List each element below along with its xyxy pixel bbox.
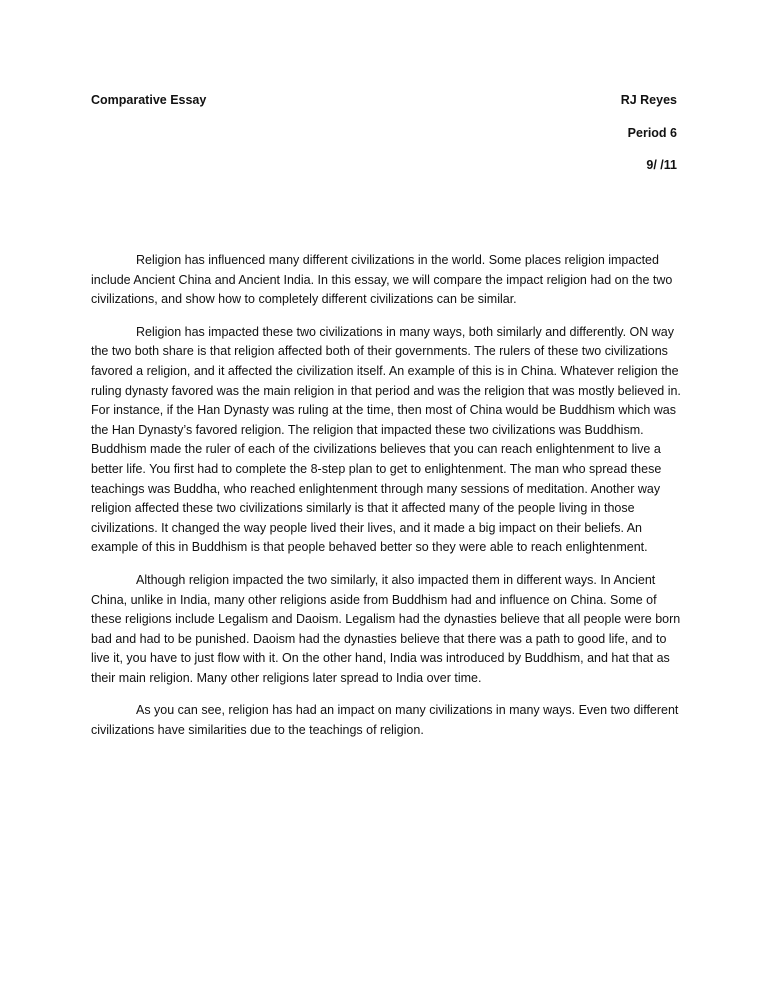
paragraph-conclusion: As you can see, religion has had an impact on many civilizations in many ways. Even two different civilizations have similarities due to the teachings of religion. (91, 703, 679, 738)
essay-title: Comparative Essay (91, 93, 207, 107)
essay-body (91, 251, 681, 754)
class-period: Period 6 (627, 126, 677, 140)
paragraph-introduction: Religion has influenced many different civilizations in the world. Some places religion impacted include Ancient China and Ancient India. In this essay, we will compare the impact religion had on the two civilizations, and show how to completely different civilizations can be similar. (91, 253, 673, 307)
essay-date: 9/ /11 (646, 158, 677, 172)
author-name: RJ Reyes (620, 93, 677, 107)
paragraph-similarities: Religion has impacted these two civilizations in many ways, both similarly and differently. ON way the two both share is that religion affected both of their governments. The rulers of these two civilizations favored a religion, and it affected the civilization itself. An example of this is in China. Whatever religion the ruling dynasty favored was the main religion in that period and was the religion that was mostly believed in. For instance, if the Han Dynasty was ruling at the time, then most of China would be Buddhism which was the Han Dynasty’s favored religion. The religion that impacted these two civilizations was Buddhism. Buddhism made the ruler of each of the civilizations believes that you can reach enlightenment to live a better life. You first had to complete the 8-step plan to get to enlightenment. The man who spread these teachings was Buddha, who reached enlightenment through many sessions of meditation. Another way religion affected these two civilizations similarly is that it affected many of the people living in those civilizations. It changed the way people lived their lives, and it made a big impact on their beliefs. An example of this in Buddhism is that people behaved better so they were able to reach enlightenment. (91, 324, 681, 555)
paragraph-differences: Although religion impacted the two similarly, it also impacted them in different ways. In Ancient China, unlike in India, many other religions aside from Buddhism had and influence on China. Some of these religions include Legalism and Daoism. Legalism had the dynasties believe that all people were born bad and had to be punished. Daoism had the dynasties believe that there was a path to good life, and to live it, you have to just flow with it. On the other hand, India was introduced by Buddhism, and hat that as their main religion. Many other religions later spread to India over time. (91, 572, 681, 685)
